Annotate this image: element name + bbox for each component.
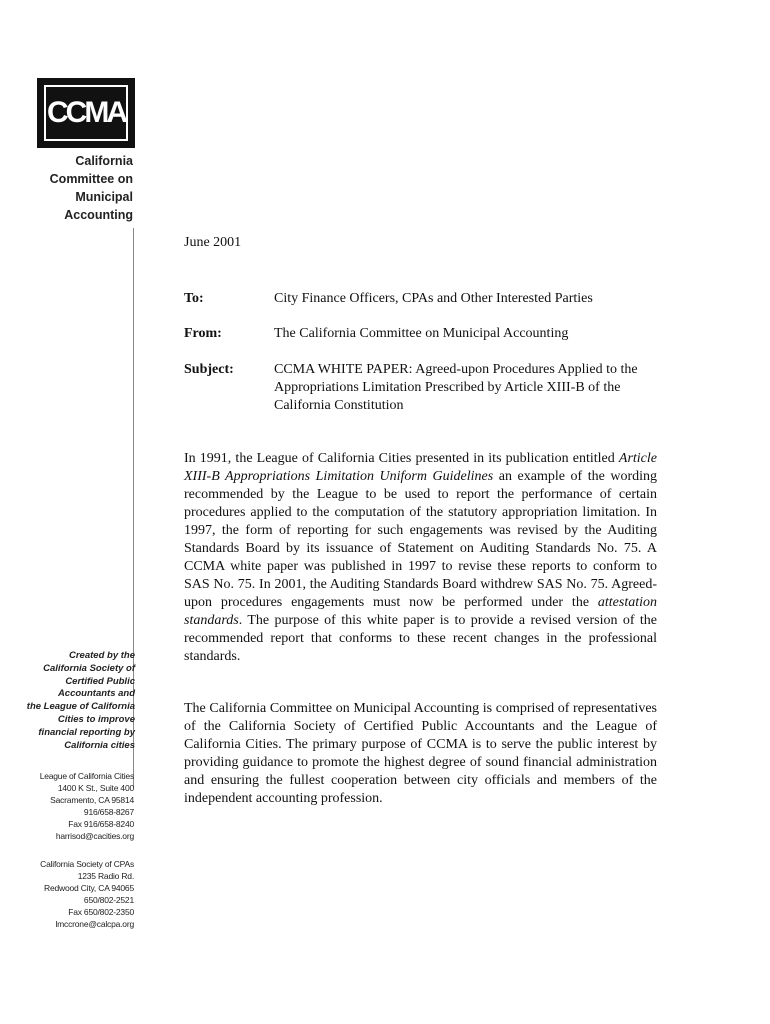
league-address-line: Fax 916/658-8240: [68, 819, 134, 829]
org-name-line: California: [75, 154, 133, 168]
created-by-line: California cities: [64, 739, 135, 751]
org-name-line: Committee on: [49, 172, 133, 186]
created-by-line: Accountants and: [57, 688, 135, 700]
league-address: [10, 770, 134, 842]
league-address-line: 1400 K St., Suite 400: [57, 783, 134, 793]
paragraph-history: [184, 450, 657, 666]
cpa-email: lmccrone@calcpa.org: [55, 919, 134, 929]
created-by-line: Cities to improve: [57, 713, 135, 725]
cpa-address-line: 650/802-2521: [83, 895, 134, 905]
from-value: The California Committee on Municipal Accounting: [274, 326, 569, 341]
ccma-logo: [37, 78, 135, 148]
org-name-line: Municipal: [75, 190, 133, 204]
created-by-line: Created by the: [69, 650, 135, 661]
letter-date: June 2001: [184, 235, 242, 250]
organization-name: [10, 152, 133, 224]
letterhead-sidebar: [0, 0, 136, 1024]
org-name-line: Accounting: [64, 208, 133, 222]
cpa-society-address: [10, 858, 134, 930]
cpa-address-line: California Society of CPAs: [40, 859, 134, 869]
cpa-address-line: Fax 650/802-2350: [68, 907, 134, 917]
league-address-line: League of California Cities: [39, 771, 134, 781]
ccma-logo-text: CCMA: [47, 96, 125, 129]
publication-title: Article XIII-B Appropriations Limitation Uniform Guidelines: [184, 451, 657, 484]
attestation-standards-term: attestation standards: [184, 595, 657, 628]
created-by-note: [10, 650, 135, 752]
league-address-line: Sacramento, CA 95814: [50, 795, 134, 805]
from-label: From:: [184, 326, 222, 341]
created-by-line: the League of California: [26, 701, 135, 713]
paragraph-committee: The California Committee on Municipal Accounting is comprised of representatives of the California Society of Certified Public Accountants and the League of California Cities. The primary purpose of CCMA is to serve the public interest by providing guidance to promote the highest degree of sound financial administration and ensuring the fullest cooperation between city officials and members of the independent accounting profession.: [184, 701, 657, 806]
p1-text-b: an example of the wording recommended by the League to be used to report the performance of certain procedures applied to the computation of the statutory appropriation limitation. In 1997, the form of reporting for such engagements was revised by the Auditing Standards Board by its issuance of Statement on Auditing Standards No. 75. A CCMA white paper was published in 1997 to revise these reports to conform to SAS No. 75. In 2001, the Auditing Standards Board withdrew SAS No. 75. Agreed-upon procedures engagements must now be performed under the: [184, 469, 658, 610]
to-value: City Finance Officers, CPAs and Other Interested Parties: [274, 291, 593, 306]
created-by-line: California Society of: [43, 662, 135, 674]
created-by-line: Certified Public: [65, 675, 135, 687]
created-by-line: financial reporting by: [38, 726, 135, 738]
cpa-address-line: 1235 Radio Rd.: [77, 871, 134, 881]
league-email: harrisod@cacities.org: [55, 831, 134, 841]
subject-label: Subject:: [184, 362, 234, 377]
league-address-line: 916/658-8267: [83, 807, 134, 817]
to-label: To:: [184, 291, 204, 306]
p1-text-c: . The purpose of this white paper is to provide a revised version of the recommended report that conforms to these recent changes in the professional standards.: [184, 613, 657, 664]
ccma-logo-mark: [44, 85, 128, 141]
subject-value: CCMA WHITE PAPER: Agreed-upon Procedures Applied to the Appropriations Limitation Prescribed by Article XIII-B of the California Constitution: [274, 362, 638, 413]
cpa-address-line: Redwood City, CA 94065: [44, 883, 134, 893]
p1-text-a: In 1991, the League of California Cities presented in its publication entitled: [184, 451, 619, 466]
